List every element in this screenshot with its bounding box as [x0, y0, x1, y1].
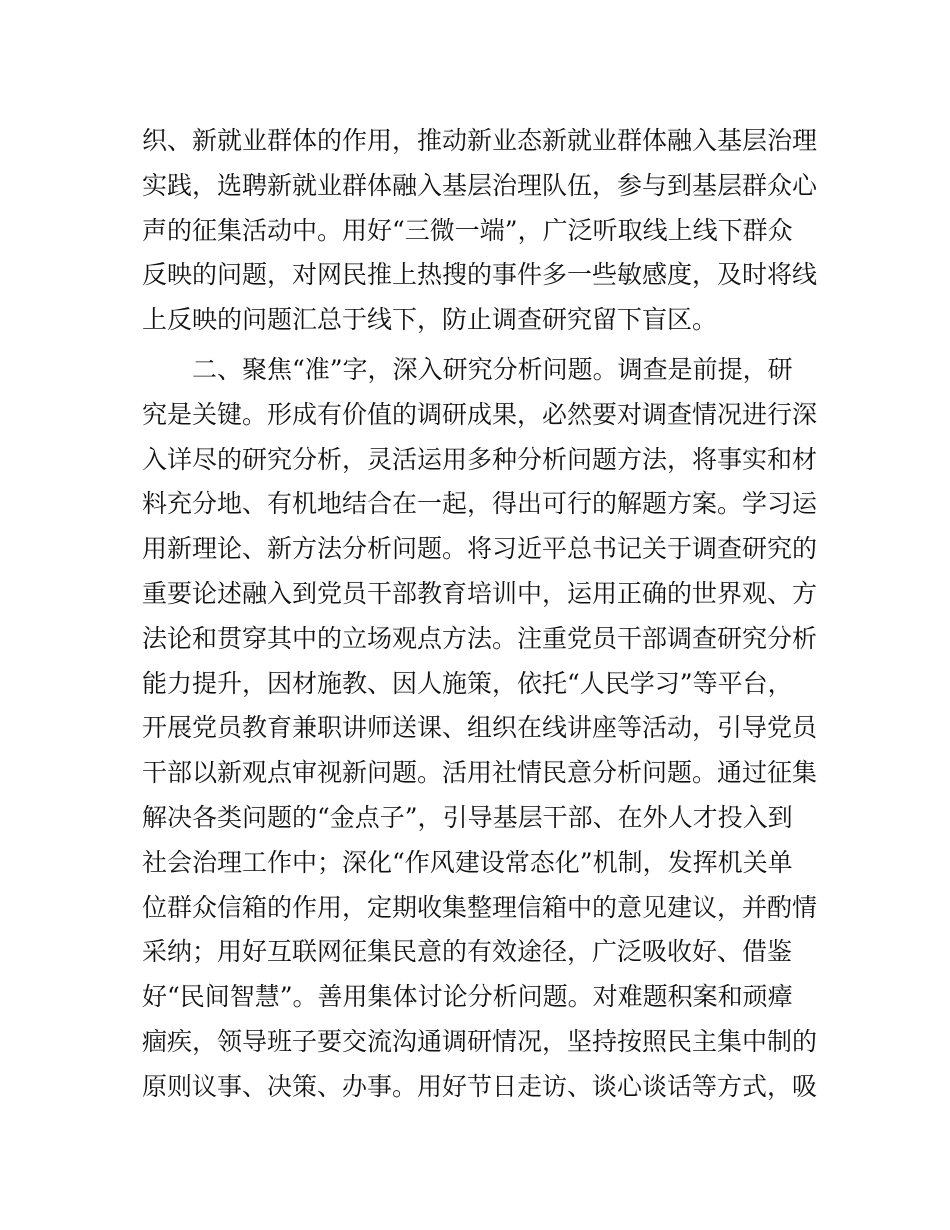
text-line: 重要论述融入到党员干部教育培训中，运用正确的世界观、方	[142, 578, 818, 608]
text-line: 原则议事、决策、办事。用好节日走访、谈心谈话等方式，吸	[142, 1071, 818, 1101]
text-line: 痼疾，领导班子要交流沟通调研情况，坚持按照民主集中制的	[142, 1026, 818, 1056]
text-line: 采纳；用好互联网征集民意的有效途径，广泛吸收好、借鉴	[142, 937, 793, 967]
text-line: 好“民间智慧”。善用集体讨论分析问题。对难题积案和顽瘴	[142, 982, 793, 1012]
text-line: 织、新就业群体的作用，推动新业态新就业群体融入基层治理	[142, 126, 818, 155]
document-body	[142, 119, 818, 1110]
paragraph-2	[142, 348, 818, 1110]
text-line: 上反映的问题汇总于线下，防止调查研究留下盲区。	[142, 305, 718, 335]
text-line: 实践，选聘新就业群体融入基层治理队伍，参与到基层群众心	[142, 170, 818, 200]
text-line: 二、聚焦“准”字，深入研究分析问题。调查是前提，研	[142, 354, 793, 384]
text-line: 社会治理工作中；深化“作风建设常态化”机制，发挥机关单	[142, 847, 793, 877]
text-line: 入详尽的研究分析，灵活运用多种分析问题方法，将事实和材	[142, 444, 818, 474]
text-line: 究是关键。形成有价值的调研成果，必然要对调查情况进行深	[142, 399, 818, 429]
text-line: 用新理论、新方法分析问题。将习近平总书记关于调查研究的	[142, 534, 818, 564]
text-line: 开展党员教育兼职讲师送课、组织在线讲座等活动，引导党员	[142, 713, 818, 743]
paragraph-1	[142, 119, 818, 343]
text-line: 料充分地、有机地结合在一起，得出可行的解题方案。学习运	[142, 489, 818, 519]
text-line: 位群众信箱的作用，定期收集整理信箱中的意见建议，并酌情	[142, 892, 818, 922]
text-line: 能力提升，因材施教、因人施策，依托“人民学习”等平台，	[142, 668, 793, 698]
text-line: 声的征集活动中。用好“三微一端”，广泛听取线上线下群众	[142, 215, 793, 245]
text-line: 干部以新观点审视新问题。活用社情民意分析问题。通过征集	[142, 758, 818, 788]
text-line: 反映的问题，对网民推上热搜的事件多一些敏感度，及时将线	[142, 260, 818, 290]
text-line: 解决各类问题的“金点子”，引导基层干部、在外人才投入到	[142, 802, 793, 832]
text-line: 法论和贯穿其中的立场观点方法。注重党员干部调查研究分析	[142, 623, 818, 653]
